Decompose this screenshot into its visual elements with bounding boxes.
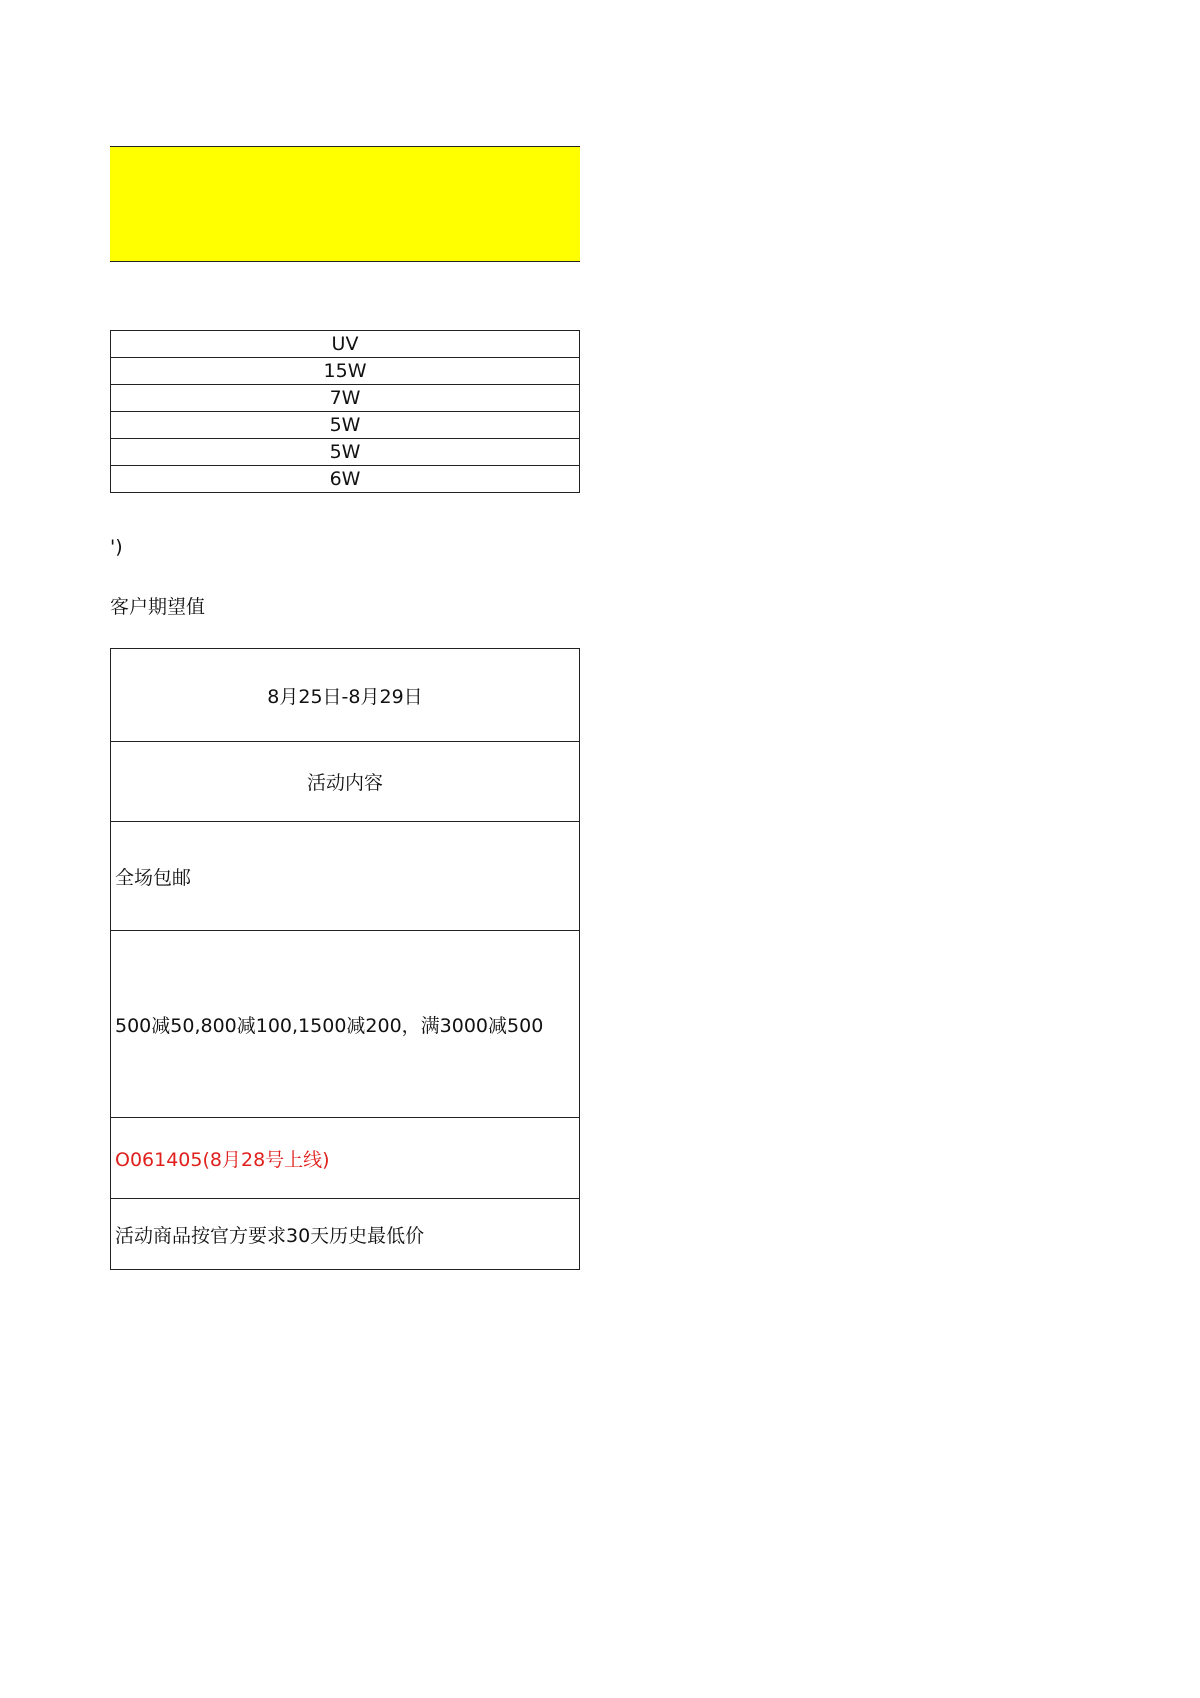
uv-value-cell: 15W bbox=[111, 358, 580, 385]
table-row bbox=[111, 649, 580, 742]
uv-table bbox=[110, 330, 580, 493]
activity-header-cell: 活动内容 bbox=[111, 742, 580, 822]
table-row bbox=[111, 331, 580, 358]
table-row bbox=[111, 1199, 580, 1270]
date-range-cell: 8月25日-8月29日 bbox=[111, 649, 580, 742]
coupon-code-cell: O061405(8月28号上线) bbox=[111, 1118, 580, 1199]
activity-table bbox=[110, 648, 580, 1270]
discount-tiers-cell: 500减50,800减100,1500减200，满3000减500 bbox=[111, 931, 580, 1118]
table-row bbox=[111, 931, 580, 1118]
table-row bbox=[111, 1118, 580, 1199]
uv-value-cell: 6W bbox=[111, 466, 580, 493]
uv-header-cell: UV bbox=[111, 331, 580, 358]
highlight-banner bbox=[110, 146, 580, 262]
free-shipping-cell: 全场包邮 bbox=[111, 822, 580, 931]
pricing-rule-cell: 活动商品按官方要求30天历史最低价 bbox=[111, 1199, 580, 1270]
table-row bbox=[111, 466, 580, 493]
table-row bbox=[111, 412, 580, 439]
table-row bbox=[111, 742, 580, 822]
uv-value-cell: 7W bbox=[111, 385, 580, 412]
note-line-1: ') bbox=[110, 536, 123, 558]
note-line-expected-value: 客户期望值 bbox=[110, 596, 206, 618]
uv-value-cell: 5W bbox=[111, 439, 580, 466]
table-row bbox=[111, 385, 580, 412]
table-row bbox=[111, 358, 580, 385]
uv-value-cell: 5W bbox=[111, 412, 580, 439]
table-row bbox=[111, 439, 580, 466]
table-row bbox=[111, 822, 580, 931]
